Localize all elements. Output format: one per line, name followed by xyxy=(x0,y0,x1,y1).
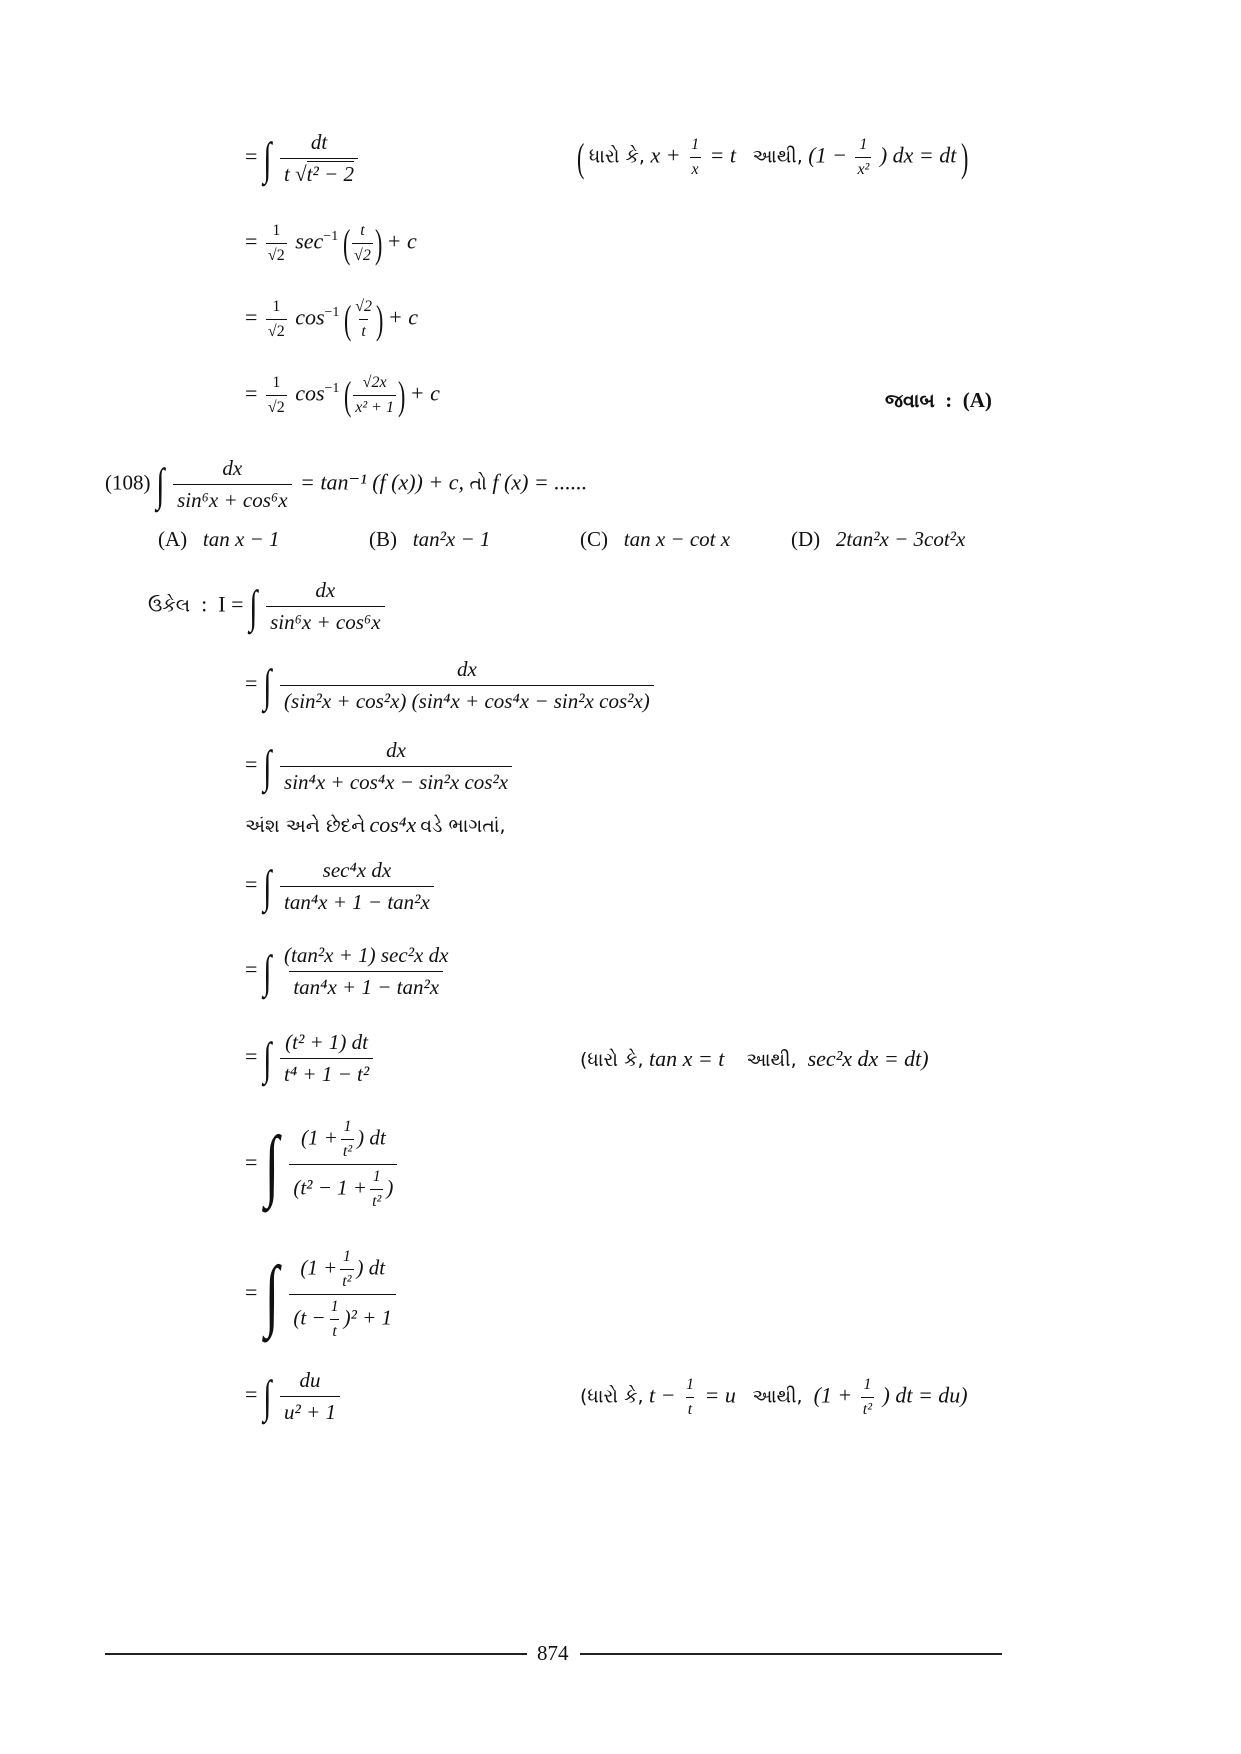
equals-sign: = xyxy=(245,304,258,330)
option-label: (B) xyxy=(369,527,397,551)
option-label: (C) xyxy=(580,527,608,551)
num: 1 xyxy=(272,374,281,391)
den: u² + 1 xyxy=(280,1396,340,1425)
function-name: sec xyxy=(295,228,324,254)
fraction xyxy=(289,1118,397,1211)
function-name: cos xyxy=(295,304,325,330)
note-fraction xyxy=(684,1376,696,1419)
close-paren: ) xyxy=(376,296,384,342)
fraction xyxy=(266,578,384,635)
constant: + c xyxy=(387,304,418,330)
integral-sign: ∫ xyxy=(249,580,258,632)
hence-text: આથી, xyxy=(746,1049,797,1071)
option-c xyxy=(580,527,730,552)
coefficient xyxy=(266,298,287,341)
numerator xyxy=(297,1118,390,1164)
inner-fraction xyxy=(341,1118,354,1161)
note-math2: (1 + xyxy=(813,1382,853,1408)
page-number: 874 xyxy=(537,1641,569,1665)
equals-sign: = xyxy=(245,670,258,696)
answer xyxy=(885,388,992,413)
equals-sign: = xyxy=(245,956,258,982)
substitution-note-1 xyxy=(578,136,967,179)
substitution-note-3 xyxy=(580,1376,968,1419)
solution-label: ઉકેલ xyxy=(148,594,191,617)
den: √2 xyxy=(266,319,287,341)
integral-sign: ∫ xyxy=(263,945,272,997)
integral-sign: ∫ xyxy=(263,659,272,711)
fraction xyxy=(280,738,512,795)
den: sin⁶x + cos⁶x xyxy=(266,606,384,635)
integral-sign: ∫ xyxy=(263,860,272,912)
substitution-note-2 xyxy=(580,1046,929,1072)
den: x² xyxy=(855,157,871,179)
fraction xyxy=(280,858,434,915)
num: √2 xyxy=(355,298,373,315)
inner-fraction xyxy=(340,1248,353,1291)
integral-sign: ∫ xyxy=(263,740,272,792)
equals-sign: = xyxy=(245,1279,258,1305)
power: −1 xyxy=(324,305,340,321)
integral-sign: ∫ xyxy=(264,1120,280,1209)
den: √2 xyxy=(352,243,373,265)
num: t xyxy=(360,222,365,239)
equals-sign: = xyxy=(245,380,258,406)
note-math2: (1 − xyxy=(808,142,847,168)
option-label: (A) xyxy=(158,527,188,551)
option-text: tan x − 1 xyxy=(202,527,280,551)
note-math: tan x = t xyxy=(649,1046,725,1071)
integral-sign: ∫ xyxy=(263,132,272,184)
den: x xyxy=(690,157,701,179)
pre: (1 + xyxy=(300,1125,338,1150)
fraction xyxy=(173,456,291,513)
integral-sign: ∫ xyxy=(156,458,165,510)
num: √2x xyxy=(362,374,387,391)
divide-math: cos⁴x xyxy=(369,812,417,837)
numerator xyxy=(296,1248,389,1294)
num: 1 xyxy=(863,1376,872,1393)
argument xyxy=(353,374,396,417)
option-d xyxy=(791,527,965,552)
den: t xyxy=(359,319,367,341)
pre: (t² − 1 + xyxy=(293,1175,368,1200)
argument xyxy=(353,298,374,341)
den: t² xyxy=(370,1189,383,1211)
equals-sign: = xyxy=(245,871,258,897)
power: −1 xyxy=(323,229,339,245)
fraction xyxy=(280,943,452,1000)
den: tan⁴x + 1 − tan²x xyxy=(280,886,434,915)
solution-step-6 xyxy=(245,1030,376,1087)
denominator xyxy=(289,1294,396,1341)
den: tan⁴x + 1 − tan²x xyxy=(289,971,443,1000)
then-text: તો xyxy=(469,472,487,495)
inner-fraction xyxy=(370,1168,383,1211)
post: ) dt xyxy=(356,1255,386,1280)
numerator: dt xyxy=(310,130,328,154)
den: t⁴ + 1 − t² xyxy=(280,1058,373,1087)
note-fraction xyxy=(689,136,701,179)
num: 1 xyxy=(343,1118,352,1135)
den: t² xyxy=(861,1397,874,1419)
fraction xyxy=(280,657,654,714)
den: t² xyxy=(341,1139,354,1161)
den: x² + 1 xyxy=(353,395,396,417)
solution-step-1 xyxy=(148,578,388,635)
integral-sign: ∫ xyxy=(263,1032,272,1084)
solution-step-5 xyxy=(245,943,455,1000)
pre: (1 + xyxy=(300,1255,338,1280)
note-rest: = u xyxy=(704,1382,736,1408)
integral-sign: ∫ xyxy=(264,1250,280,1339)
open-paren: ( xyxy=(342,220,351,266)
open-paren: ( xyxy=(343,296,352,342)
pre: (t − xyxy=(293,1305,326,1330)
den: (sin²x + cos²x) (sin⁴x + cos⁴x − sin²x cos²x) xyxy=(280,685,654,714)
step-line-2 xyxy=(245,222,417,265)
post: )² + 1 xyxy=(343,1305,393,1330)
assume-text: (ધારો કે, xyxy=(580,1385,644,1408)
divide-text-2: વડે ભાગતાં, xyxy=(420,815,506,837)
denominator xyxy=(289,1164,397,1211)
post: ) xyxy=(386,1175,394,1200)
option-b xyxy=(369,527,490,552)
fraction xyxy=(280,1030,373,1087)
open-paren: ( xyxy=(576,134,585,180)
note-math: t − xyxy=(649,1382,676,1408)
num: 1 xyxy=(686,1376,695,1393)
footer-rule-right xyxy=(580,1653,1002,1655)
option-text: 2tan²x − 3cot²x xyxy=(835,527,966,551)
solution-step-3 xyxy=(245,738,515,795)
answer-colon: : xyxy=(945,388,953,412)
den: t xyxy=(686,1397,694,1419)
denominator xyxy=(280,158,358,187)
num: dx xyxy=(315,578,336,602)
power: −1 xyxy=(324,381,340,397)
num: 1 xyxy=(342,1248,351,1265)
coefficient xyxy=(266,374,287,417)
den: sin⁶x + cos⁶x xyxy=(173,484,291,513)
note-math2: sec²x dx = dt) xyxy=(807,1046,929,1071)
question-108 xyxy=(105,456,587,513)
num: 1 xyxy=(330,1298,339,1315)
equals-sign: = xyxy=(245,751,258,777)
num: (t² + 1) dt xyxy=(285,1030,369,1054)
step-line-4 xyxy=(245,374,440,417)
den-prefix: t xyxy=(284,162,290,186)
num: dx xyxy=(386,738,406,762)
den: √2 xyxy=(266,243,287,265)
integral-sign: ∫ xyxy=(263,1370,272,1422)
divide-text-1: અંશ અને છેદને xyxy=(245,815,366,837)
question-number: (108) xyxy=(105,470,151,495)
divide-note xyxy=(245,812,506,838)
solution-step-4 xyxy=(245,858,437,915)
solution-step-7 xyxy=(245,1118,400,1211)
num: (tan²x + 1) sec²x dx xyxy=(284,943,449,967)
coefficient xyxy=(266,222,287,265)
option-label: (D) xyxy=(791,527,821,551)
close-paren: ) xyxy=(397,372,406,418)
num: 1 xyxy=(691,136,700,153)
equals-sign: = xyxy=(245,228,258,254)
num: dx xyxy=(456,657,477,681)
assume-text: ધારો કે, xyxy=(588,145,645,168)
rhs: = tan⁻¹ (f (x)) + c, xyxy=(300,469,464,495)
sqrt-icon: √ xyxy=(295,162,307,186)
constant: + c xyxy=(409,380,440,406)
note-math: x + xyxy=(650,142,681,168)
constant: + c xyxy=(386,228,417,254)
den: t² xyxy=(340,1269,353,1291)
option-text: tan x − cot x xyxy=(623,527,731,551)
hence-text: આથી, xyxy=(752,1385,803,1408)
note-fraction-2 xyxy=(855,136,871,179)
option-a xyxy=(158,527,279,552)
solution-step-8 xyxy=(245,1248,399,1341)
num: 1 xyxy=(859,136,868,153)
num: sec⁴x dx xyxy=(322,858,392,882)
assume-text: (ધારો કે, xyxy=(580,1049,644,1071)
fraction xyxy=(280,1368,340,1425)
solution-step-2 xyxy=(245,657,657,714)
lhs: I = xyxy=(218,591,244,617)
fraction xyxy=(289,1248,396,1341)
footer-rule-left xyxy=(105,1653,527,1655)
note-fraction-2 xyxy=(861,1376,874,1419)
note-math3: ) dt = du) xyxy=(882,1382,968,1408)
solution-step-9 xyxy=(245,1368,343,1425)
num: 1 xyxy=(272,222,281,239)
answer-label: જવાબ xyxy=(885,390,935,412)
argument xyxy=(352,222,373,265)
den: t xyxy=(330,1319,338,1341)
open-paren: ( xyxy=(343,372,352,418)
equals-sign: = xyxy=(245,1381,258,1407)
den: sin⁴x + cos⁴x − sin²x cos²x xyxy=(280,766,512,795)
den: √2 xyxy=(266,395,287,417)
note-math3: ) dx = dt xyxy=(879,142,957,168)
option-text: tan²x − 1 xyxy=(412,527,491,551)
answer-value: (A) xyxy=(962,388,992,412)
step-line-3 xyxy=(245,298,418,341)
num: 1 xyxy=(272,298,281,315)
equals-sign: = xyxy=(245,1043,258,1069)
function-name: cos xyxy=(295,380,325,406)
equals-sign: = xyxy=(245,143,258,169)
solution-colon: : xyxy=(201,591,208,617)
post: ) dt xyxy=(357,1125,386,1150)
note-rest: = t xyxy=(709,142,737,168)
close-paren: ) xyxy=(960,134,969,180)
hence-text: આથી, xyxy=(752,145,803,168)
radicand: t² − 2 xyxy=(306,162,354,186)
num: dx xyxy=(222,456,243,480)
inner-fraction xyxy=(329,1298,341,1341)
ask: f (x) = ...... xyxy=(492,469,588,495)
num: 1 xyxy=(372,1168,381,1185)
step-line-1 xyxy=(245,130,361,187)
equals-sign: = xyxy=(245,1149,258,1175)
num: du xyxy=(299,1368,321,1392)
close-paren: ) xyxy=(374,220,383,266)
fraction xyxy=(280,130,358,187)
